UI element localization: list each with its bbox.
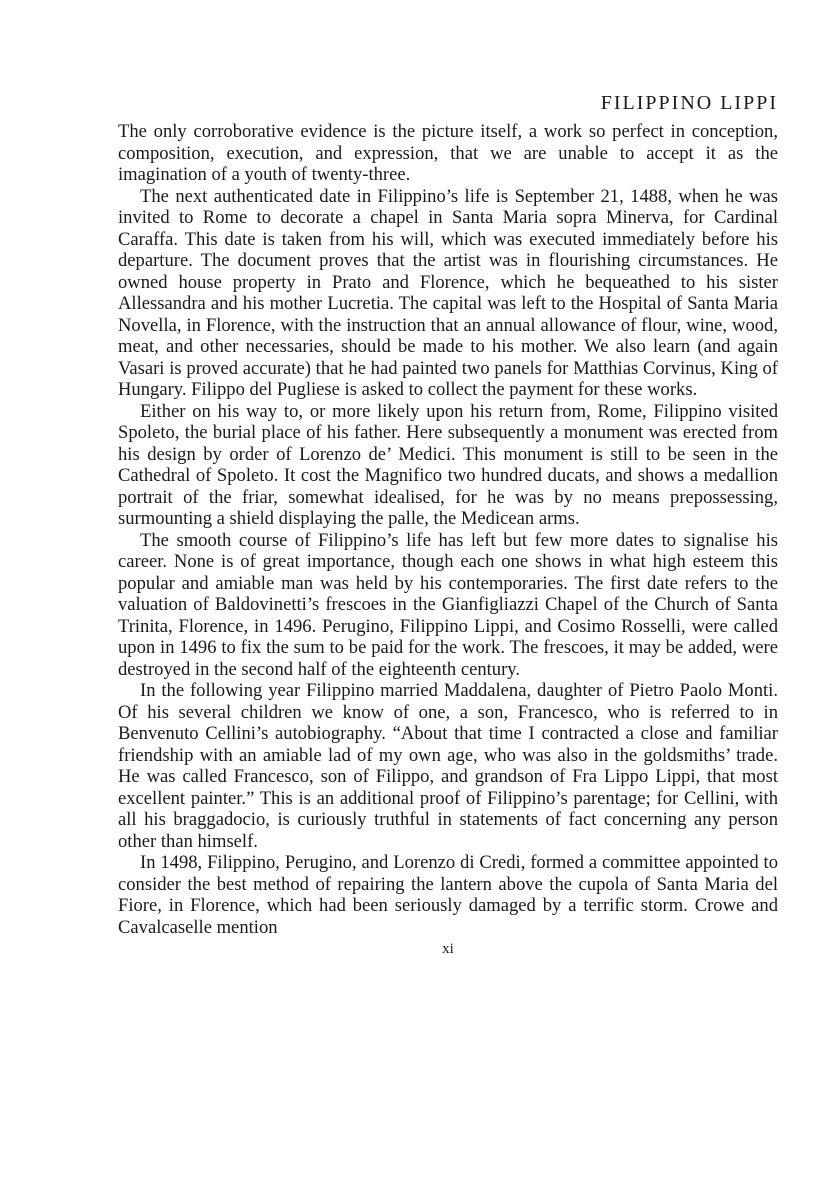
paragraph-3: Either on his way to, or more likely upon his return from, Rome, Filippino visited Spoleto, the burial place of his father. Here subsequently a monument was erected from his design by order of Lorenzo de’ Medici. This monument is still to be seen in the Cathedral of Spoleto. It cost the Magnifico two hundred ducats, and shows a medallion portrait of the friar, somewhat idealised, for he was by no means prepossessing, surmounting a shield displaying the palle, the Medicean arms.	[118, 400, 778, 529]
paragraph-5: In the following year Filippino married Maddalena, daughter of Pietro Paolo Monti. Of his several children we know of one, a son, Francesco, who is referred to in Benvenuto Cellini’s autobiography. “About that time I contracted a close and familiar friendship with an amiable lad of my own age, who was also in the goldsmiths’ trade. He was called Francesco, son of Filippo, and grandson of Fra Lippo Lippi, that most excellent painter.” This is an additional proof of Filippino’s parentage; for Cellini, with all his braggadocio, is curiously truthful in statements of fact concerning any person other than himself.	[118, 680, 778, 852]
book-page	[118, 90, 778, 958]
paragraph-6: In 1498, Filippino, Perugino, and Lorenzo di Credi, formed a committee appointed to consider the best method of repairing the lantern above the cupola of Santa Maria del Fiore, in Florence, which had been seriously damaged by a terrific storm. Crowe and Cavalcaselle mention	[118, 852, 778, 938]
running-head: FILIPPINO LIPPI	[600, 92, 778, 114]
paragraph-4: The smooth course of Filippino’s life has left but few more dates to signalise his career. None is of great importance, though each one shows in what high esteem this popular and amiable man was held by his contemporaries. The first date refers to the valuation of Baldovinetti’s frescoes in the Gianfigliazzi Chapel of the Church of Santa Trinita, Florence, in 1496. Perugino, Filippino Lippi, and Cosimo Rosselli, were called upon in 1496 to fix the sum to be paid for the work. The frescoes, it may be added, were destroyed in the second half of the eighteenth century.	[118, 529, 778, 680]
paragraph-1: The only corroborative evidence is the picture itself, a work so perfect in conception, composition, execution, and expression, that we are unable to accept it as the imagination of a youth of twenty-three.	[118, 121, 778, 185]
page-number: xi	[442, 941, 454, 957]
paragraph-2: The next authenticated date in Filippino’s life is September 21, 1488, when he was invited to Rome to decorate a chapel in Santa Maria sopra Minerva, for Cardinal Caraffa. This date is taken from his will, which was executed immediately before his departure. The document proves that the artist was in flourishing circumstances. He owned house property in Prato and Florence, which he bequeathed to his sister Allessandra and his mother Lucretia. The capital was left to the Hospital of Santa Maria Novella, in Florence, with the instruction that an annual allowance of flour, wine, wood, meat, and other necessaries, should be made to his mother. We also learn (and again Vasari is proved accurate) that he had painted two panels for Matthias Corvinus, King of Hungary. Filippo del Pugliese is asked to collect the payment for these works.	[118, 185, 778, 400]
